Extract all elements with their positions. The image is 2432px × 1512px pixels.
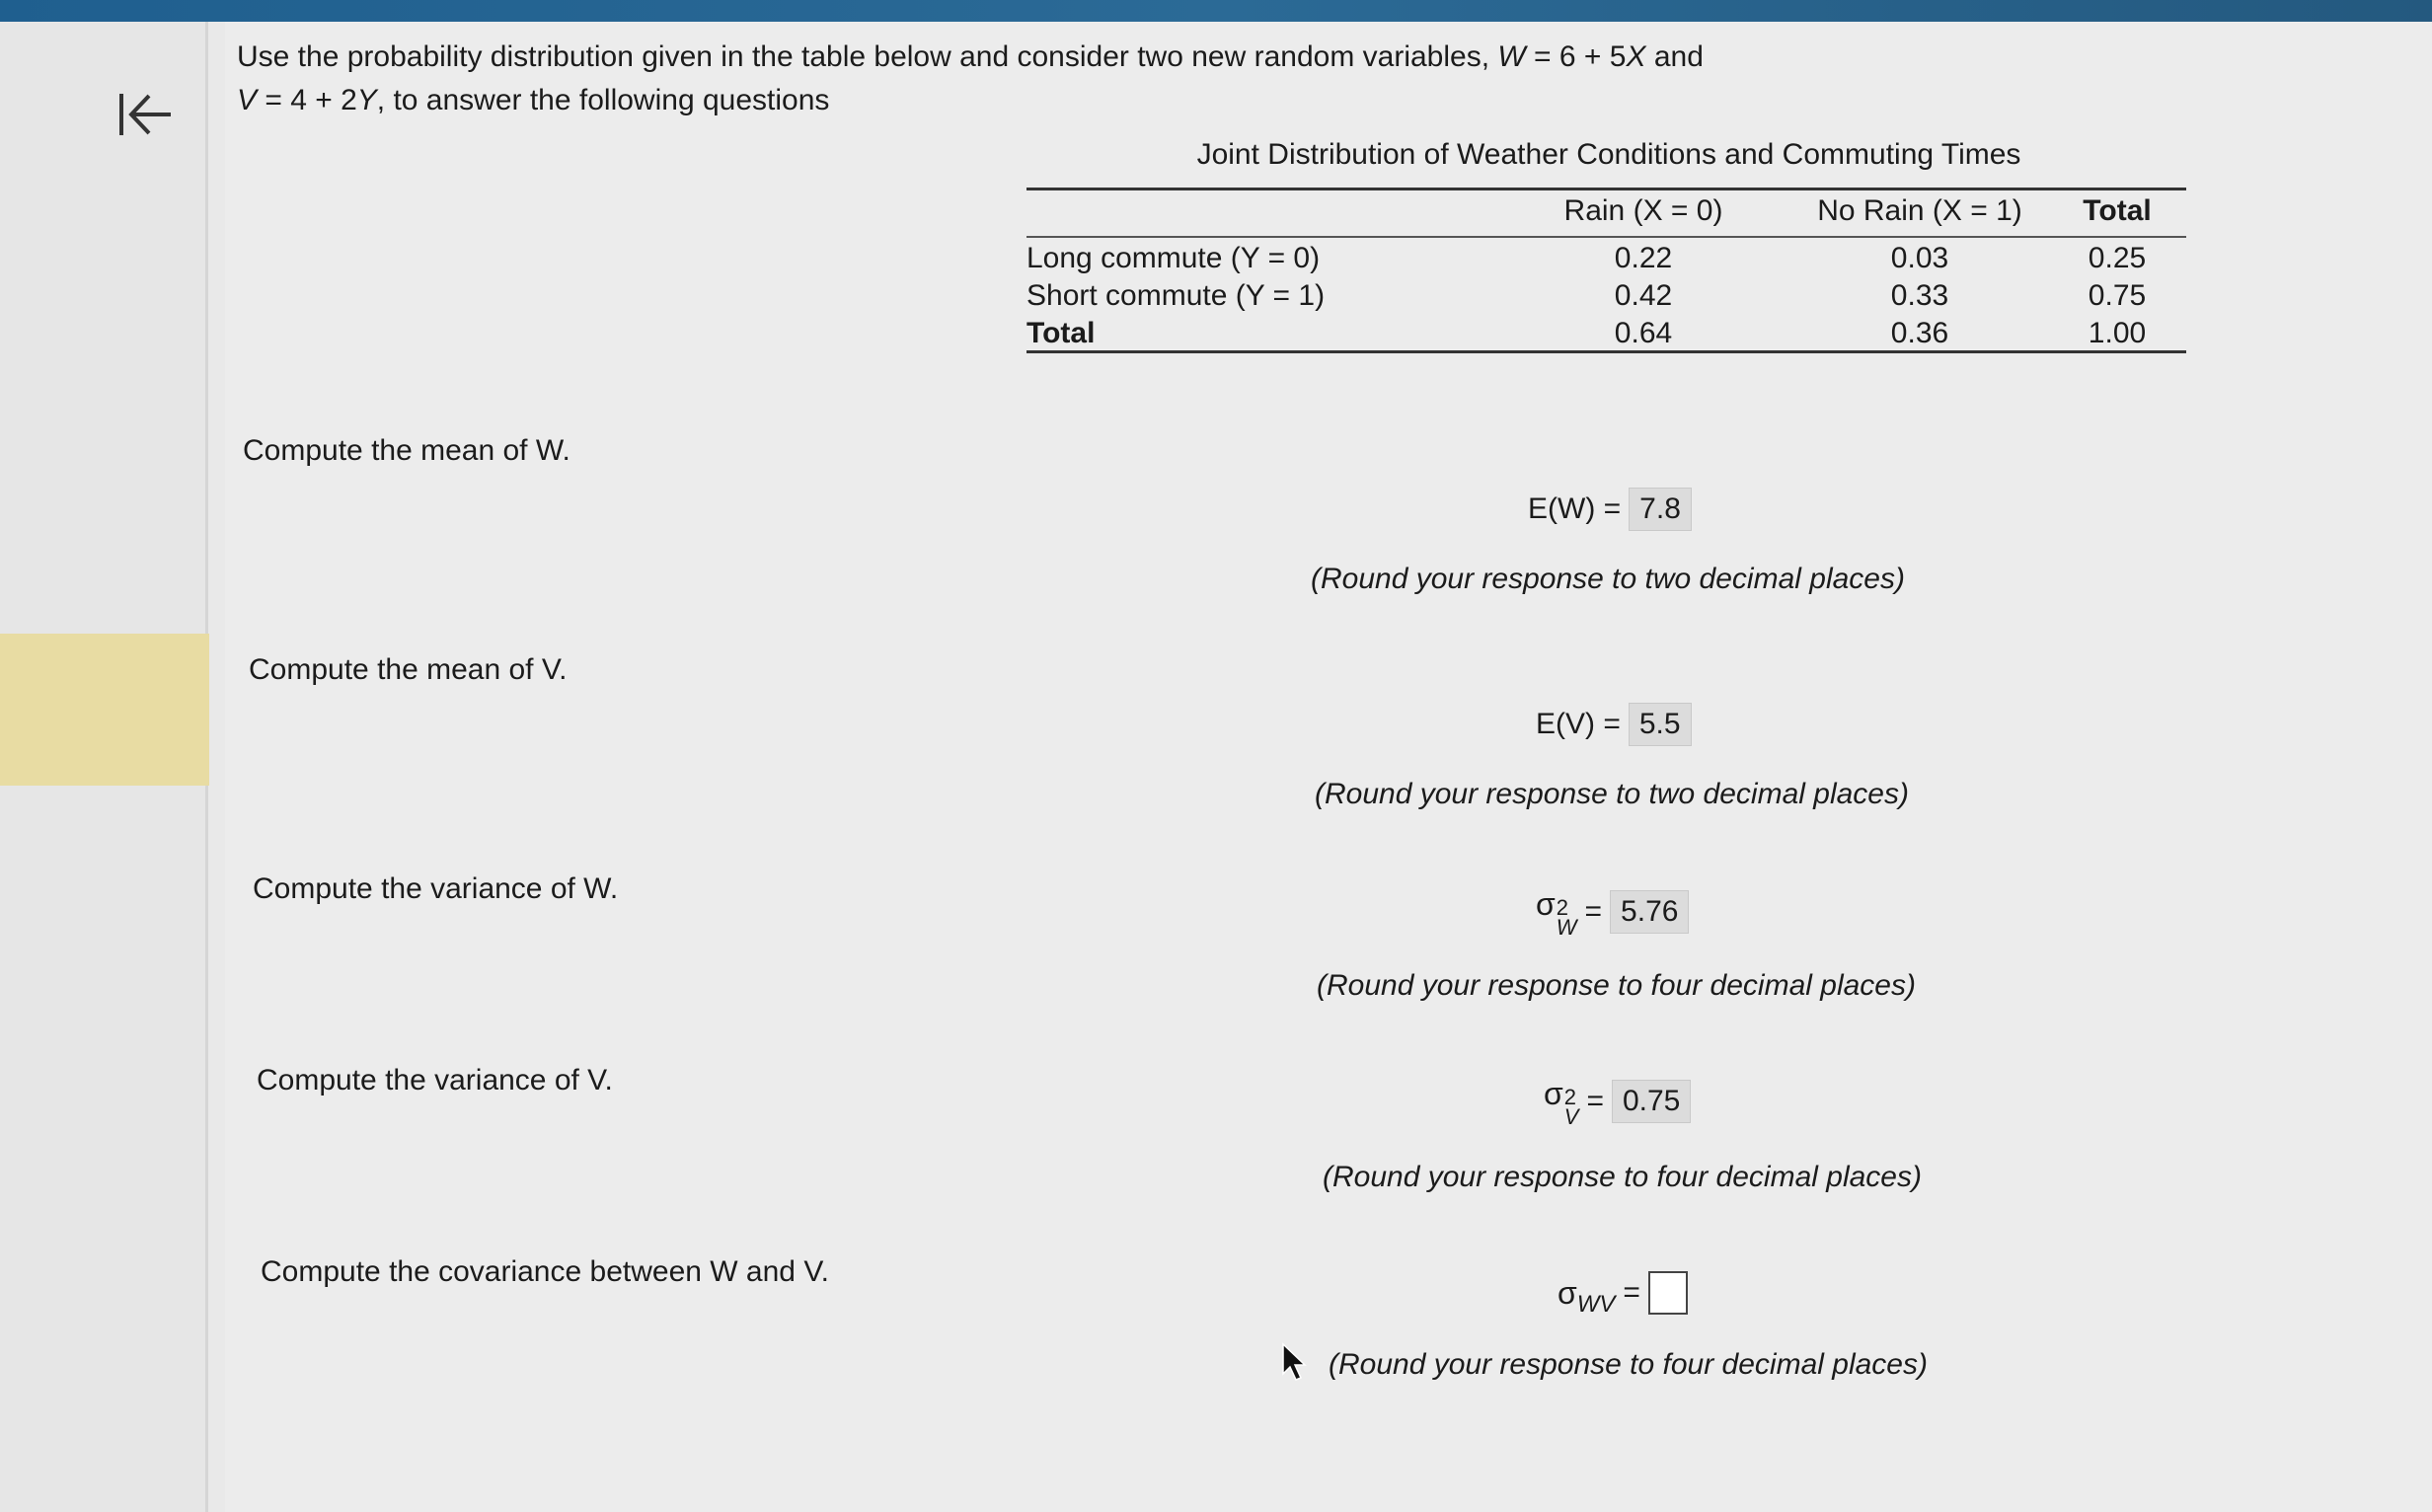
intro-text: , to answer the following questions <box>376 84 830 116</box>
variance-symbol <box>1536 886 1577 938</box>
question-label-mean-w: Compute the mean of W. <box>243 434 570 467</box>
table-cell: 0.25 <box>2088 242 2147 274</box>
rounding-hint: (Round your response to two decimal places) <box>1311 563 1905 595</box>
table-title: Joint Distribution of Weather Conditions and Commuting Times <box>1196 138 2021 171</box>
subscript: WV <box>1576 1290 1616 1318</box>
sigma-symbol: σ <box>1536 886 1556 922</box>
table-row <box>1026 313 2186 350</box>
table-cell: 1.00 <box>2088 317 2147 349</box>
equation-lhs: E(W) = <box>1528 492 1622 525</box>
table-cell: 0.03 <box>1890 242 1949 274</box>
equation-variance-v <box>1544 1076 1691 1127</box>
question-intro <box>237 36 1816 122</box>
table-cell: 0.64 <box>1614 317 1673 349</box>
top-bar <box>0 0 2432 22</box>
question-label-covariance: Compute the covariance between W and V. <box>261 1255 829 1288</box>
equals-sign: = <box>1623 1276 1640 1309</box>
back-to-start-icon <box>115 90 175 139</box>
intro-text: = 6 + 5 <box>1525 40 1627 73</box>
equation-mean-v <box>1536 703 1692 746</box>
sigma-symbol: σ <box>1558 1274 1577 1311</box>
rounding-hint: (Round your response to four decimal places) <box>1317 969 1916 1002</box>
back-button[interactable] <box>111 85 180 144</box>
mouse-cursor-icon <box>1281 1342 1309 1382</box>
intro-text: = 4 + 2 <box>257 84 357 116</box>
table-cell: Total <box>1026 317 1096 349</box>
variance-symbol <box>1544 1076 1578 1127</box>
var-y: Y <box>356 84 377 116</box>
table-cell: Short commute (Y = 1) <box>1026 279 1326 312</box>
table-header: Total <box>2083 194 2152 227</box>
answer-variance-w[interactable]: 5.76 <box>1610 890 1689 934</box>
question-label-variance-v: Compute the variance of V. <box>257 1064 613 1096</box>
table-row <box>1026 238 2186 275</box>
sidebar-highlight <box>0 634 209 786</box>
table-cell: 0.33 <box>1890 279 1949 312</box>
superscript: 2 <box>1563 1085 1576 1109</box>
equals-sign: = <box>1584 895 1603 928</box>
rounding-hint: (Round your response to four decimal places) <box>1329 1348 1928 1381</box>
table-cell: 0.36 <box>1890 317 1949 349</box>
var-x: X <box>1626 40 1646 73</box>
table-cell: 0.22 <box>1614 242 1673 274</box>
answer-covariance-input[interactable] <box>1648 1271 1688 1315</box>
equation-variance-w <box>1536 886 1689 938</box>
table-cell: Long commute (Y = 0) <box>1026 242 1321 274</box>
table-header: No Rain (X = 1) <box>1817 194 2022 227</box>
subscript: W <box>1556 915 1577 940</box>
equation-covariance <box>1558 1271 1688 1318</box>
covariance-symbol <box>1558 1274 1616 1318</box>
answer-mean-v[interactable]: 5.5 <box>1629 703 1692 746</box>
equation-lhs: E(V) = <box>1536 708 1621 740</box>
answer-variance-v[interactable]: 0.75 <box>1612 1080 1691 1123</box>
joint-distribution-table <box>1026 188 2186 353</box>
question-label-variance-w: Compute the variance of W. <box>253 872 619 905</box>
intro-text: and <box>1645 40 1704 73</box>
superscript: 2 <box>1556 895 1568 920</box>
subscript: V <box>1563 1104 1579 1129</box>
rounding-hint: (Round your response to four decimal places) <box>1323 1161 1922 1193</box>
rounding-hint: (Round your response to two decimal places) <box>1315 778 1909 810</box>
sigma-symbol: σ <box>1544 1076 1563 1111</box>
var-v: V <box>237 84 258 116</box>
question-label-mean-v: Compute the mean of V. <box>249 653 568 686</box>
answer-mean-w[interactable]: 7.8 <box>1629 488 1692 531</box>
intro-text: Use the probability distribution given in the table below and consider two new random variables, <box>237 40 1498 73</box>
var-w: W <box>1497 40 1526 73</box>
equals-sign: = <box>1586 1085 1604 1117</box>
table-cell: 0.42 <box>1614 279 1673 312</box>
table-row <box>1026 275 2186 313</box>
table-header-row <box>1026 190 2186 238</box>
equation-mean-w <box>1528 488 1692 531</box>
table-header: Rain (X = 0) <box>1563 194 1723 227</box>
table-cell: 0.75 <box>2088 279 2147 312</box>
